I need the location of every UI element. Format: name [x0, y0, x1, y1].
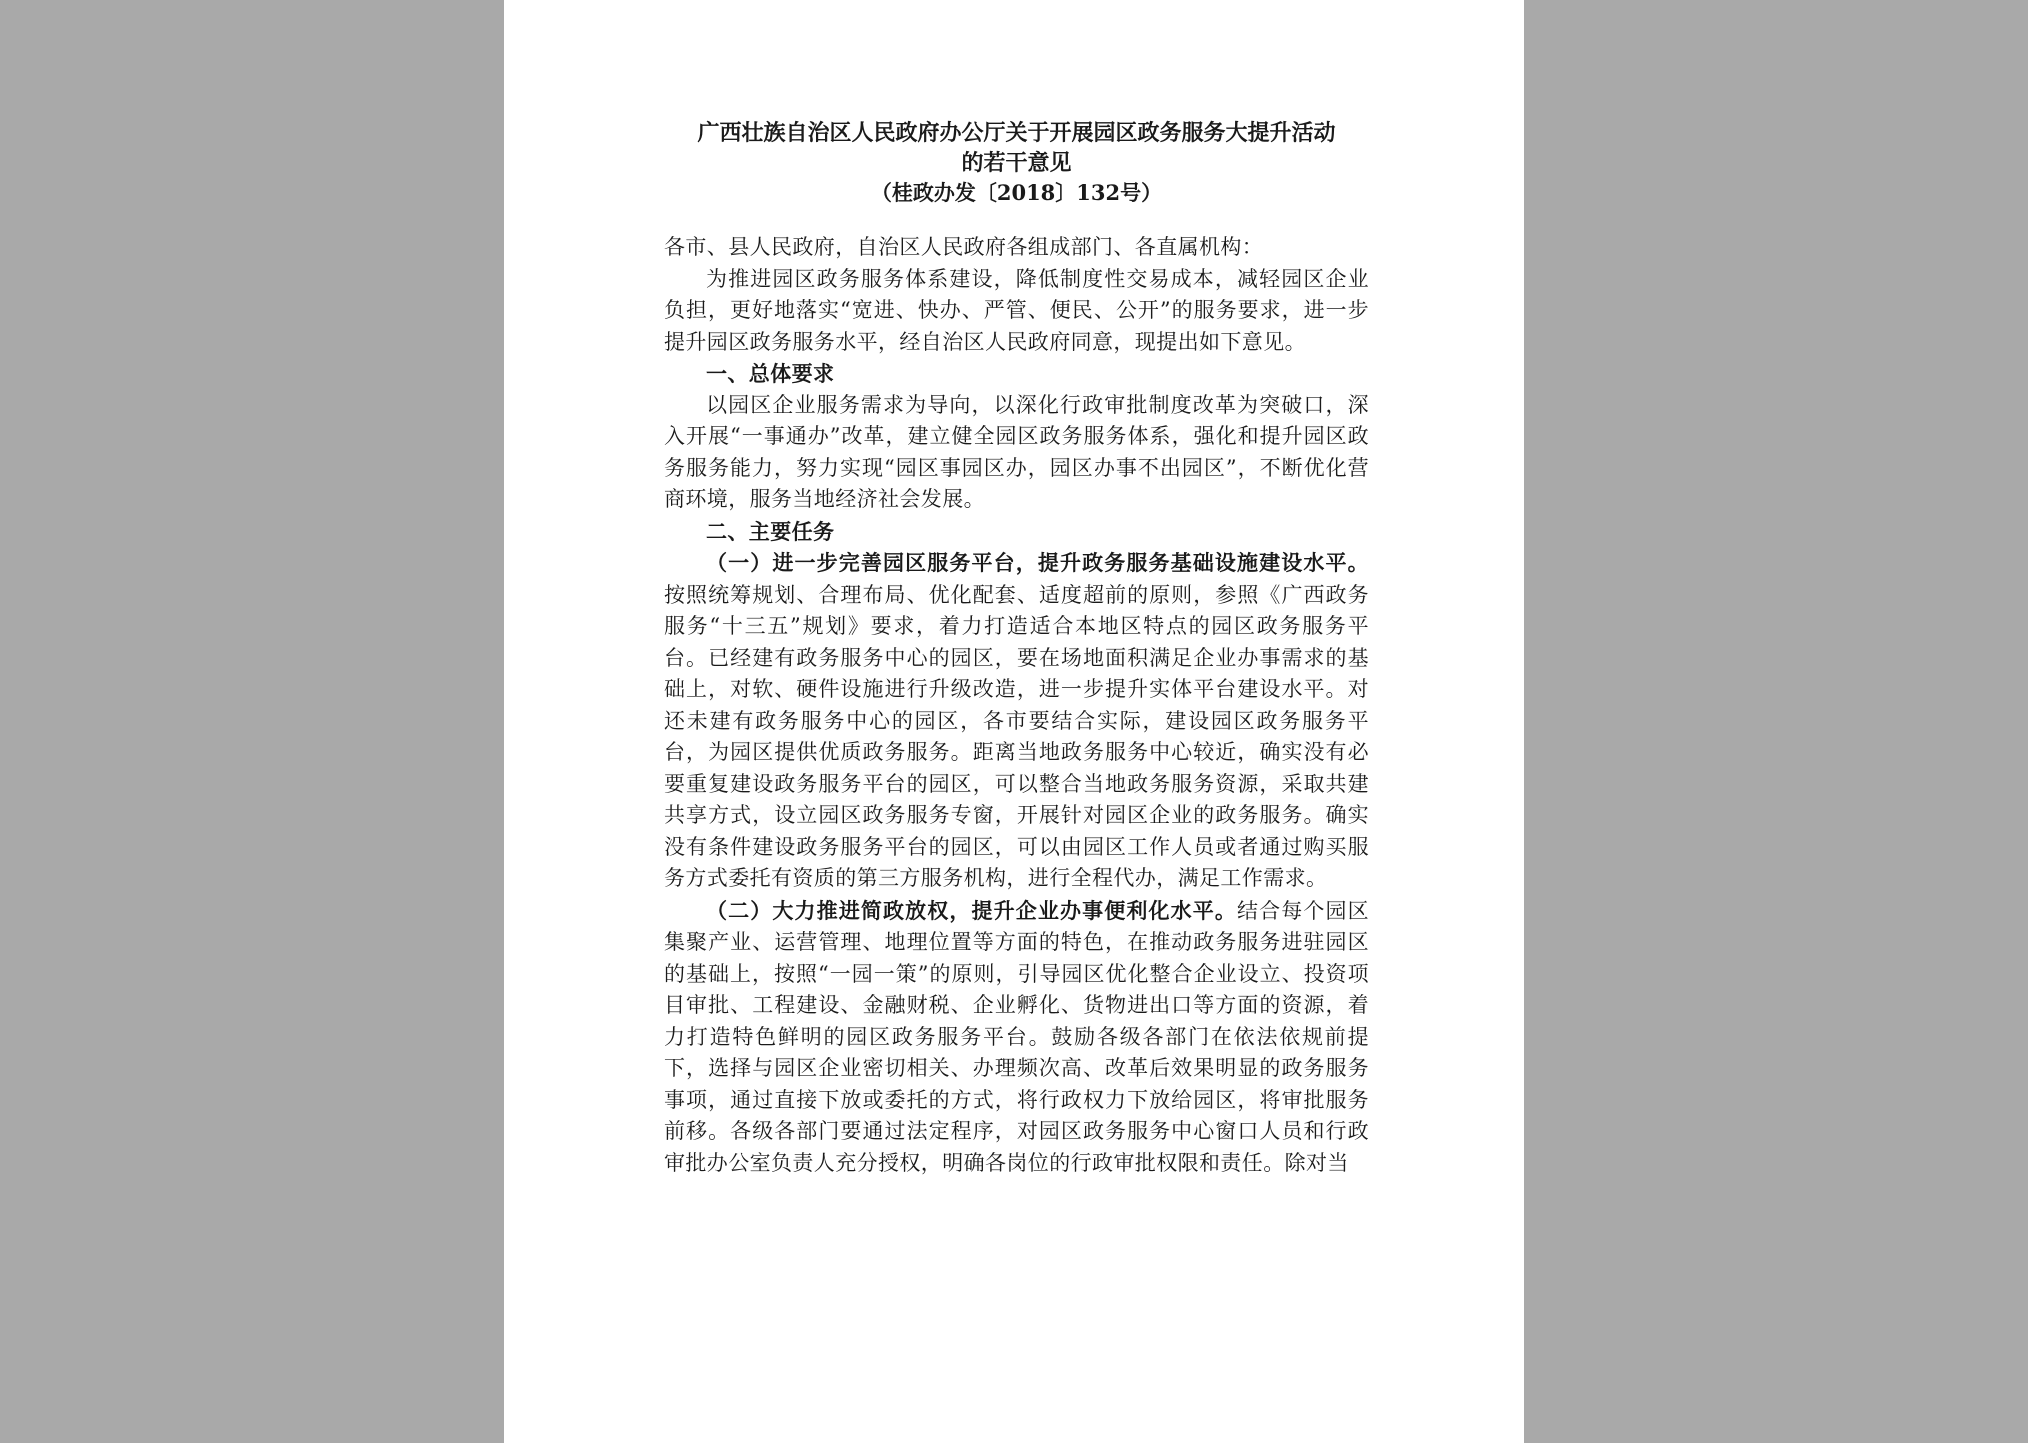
item1-body: 按照统筹规划、合理布局、优化配套、适度超前的原则，参照《广西政务服务“十三五”规划》要求，着力打造适合本地区特点的园区政务服务平台。已经建有政务服务中心的园区，要在场地面积满足企业办事需求的基础上，对软、硬件设施进行升级改造，进一步提升实体平台建设水平。对还未建有政务服务中心的园区，各市要结合实际，建设园区政务服务平台，为园区提供优质政务服务。距离当地政务服务中心较近，确实没有必要重复建设政务服务平台的园区，可以整合当地政务服务资源，采取共建共享方式，设立园区政务服务专窗，开展针对园区企业的政务服务。确实没有条件建设政务服务平台的园区，可以由园区工作人员或者通过购买服务方式委托有资质的第三方服务机构，进行全程代办，满足工作需求。 [664, 582, 1369, 890]
document-title-line2: 的若干意见 [961, 150, 1072, 176]
section1-heading: 一、总体要求 [706, 361, 835, 386]
item1-lead: （一）进一步完善园区服务平台，提升政务服务基础设施建设水平。 [706, 550, 1369, 575]
intro-paragraph: 为推进园区政务服务体系建设，降低制度性交易成本，减轻园区企业负担，更好地落实“宽进、快办、严管、便民、公开”的服务要求，进一步提升园区政务服务水平，经自治区人民政府同意，现提出如下意见。 [664, 266, 1369, 354]
document-page [504, 0, 1524, 1443]
item2-body: 结合每个园区集聚产业、运营管理、地理位置等方面的特色，在推动政务服务进驻园区的基础上，按照“一园一策”的原则，引导园区优化整合企业设立、投资项目审批、工程建设、金融财税、企业孵化、货物进出口等方面的资源，着力打造特色鲜明的园区政务服务平台。鼓励各级各部门在依法依规前提下，选择与园区企业密切相关、办理频次高、改革后效果明显的政务服务事项，通过直接下放或委托的方式，将行政权力下放给园区，将审批服务前移。各级各部门要通过法定程序，对园区政务服务中心窗口人员和行政审批办公室负责人充分授权，明确各岗位的行政审批权限和责任。除对当 [664, 898, 1369, 1175]
document-title-line1: 广西壮族自治区人民政府办公厅关于开展园区政务服务大提升活动 [697, 120, 1336, 146]
section1-paragraph: 以园区企业服务需求为导向，以深化行政审批制度改革为突破口，深入开展“一事通办”改革，建立健全园区政务服务体系，强化和提升园区政务服务能力，努力实现“园区事园区办，园区办事不出园区”，不断优化营商环境，服务当地经济社会发展。 [664, 392, 1369, 511]
item2-lead: （二）大力推进简政放权，提升企业办事便利化水平。 [706, 897, 1237, 923]
item2-paragraph [664, 895, 1369, 1180]
document-number: （桂政办发〔2018〕132号） [870, 180, 1163, 205]
document-content [664, 118, 1369, 1179]
salutation: 各市、县人民政府，自治区人民政府各组成部门、各直属机构： [664, 235, 1264, 259]
section2-heading: 二、主要任务 [706, 518, 835, 544]
item1-paragraph [664, 547, 1369, 895]
